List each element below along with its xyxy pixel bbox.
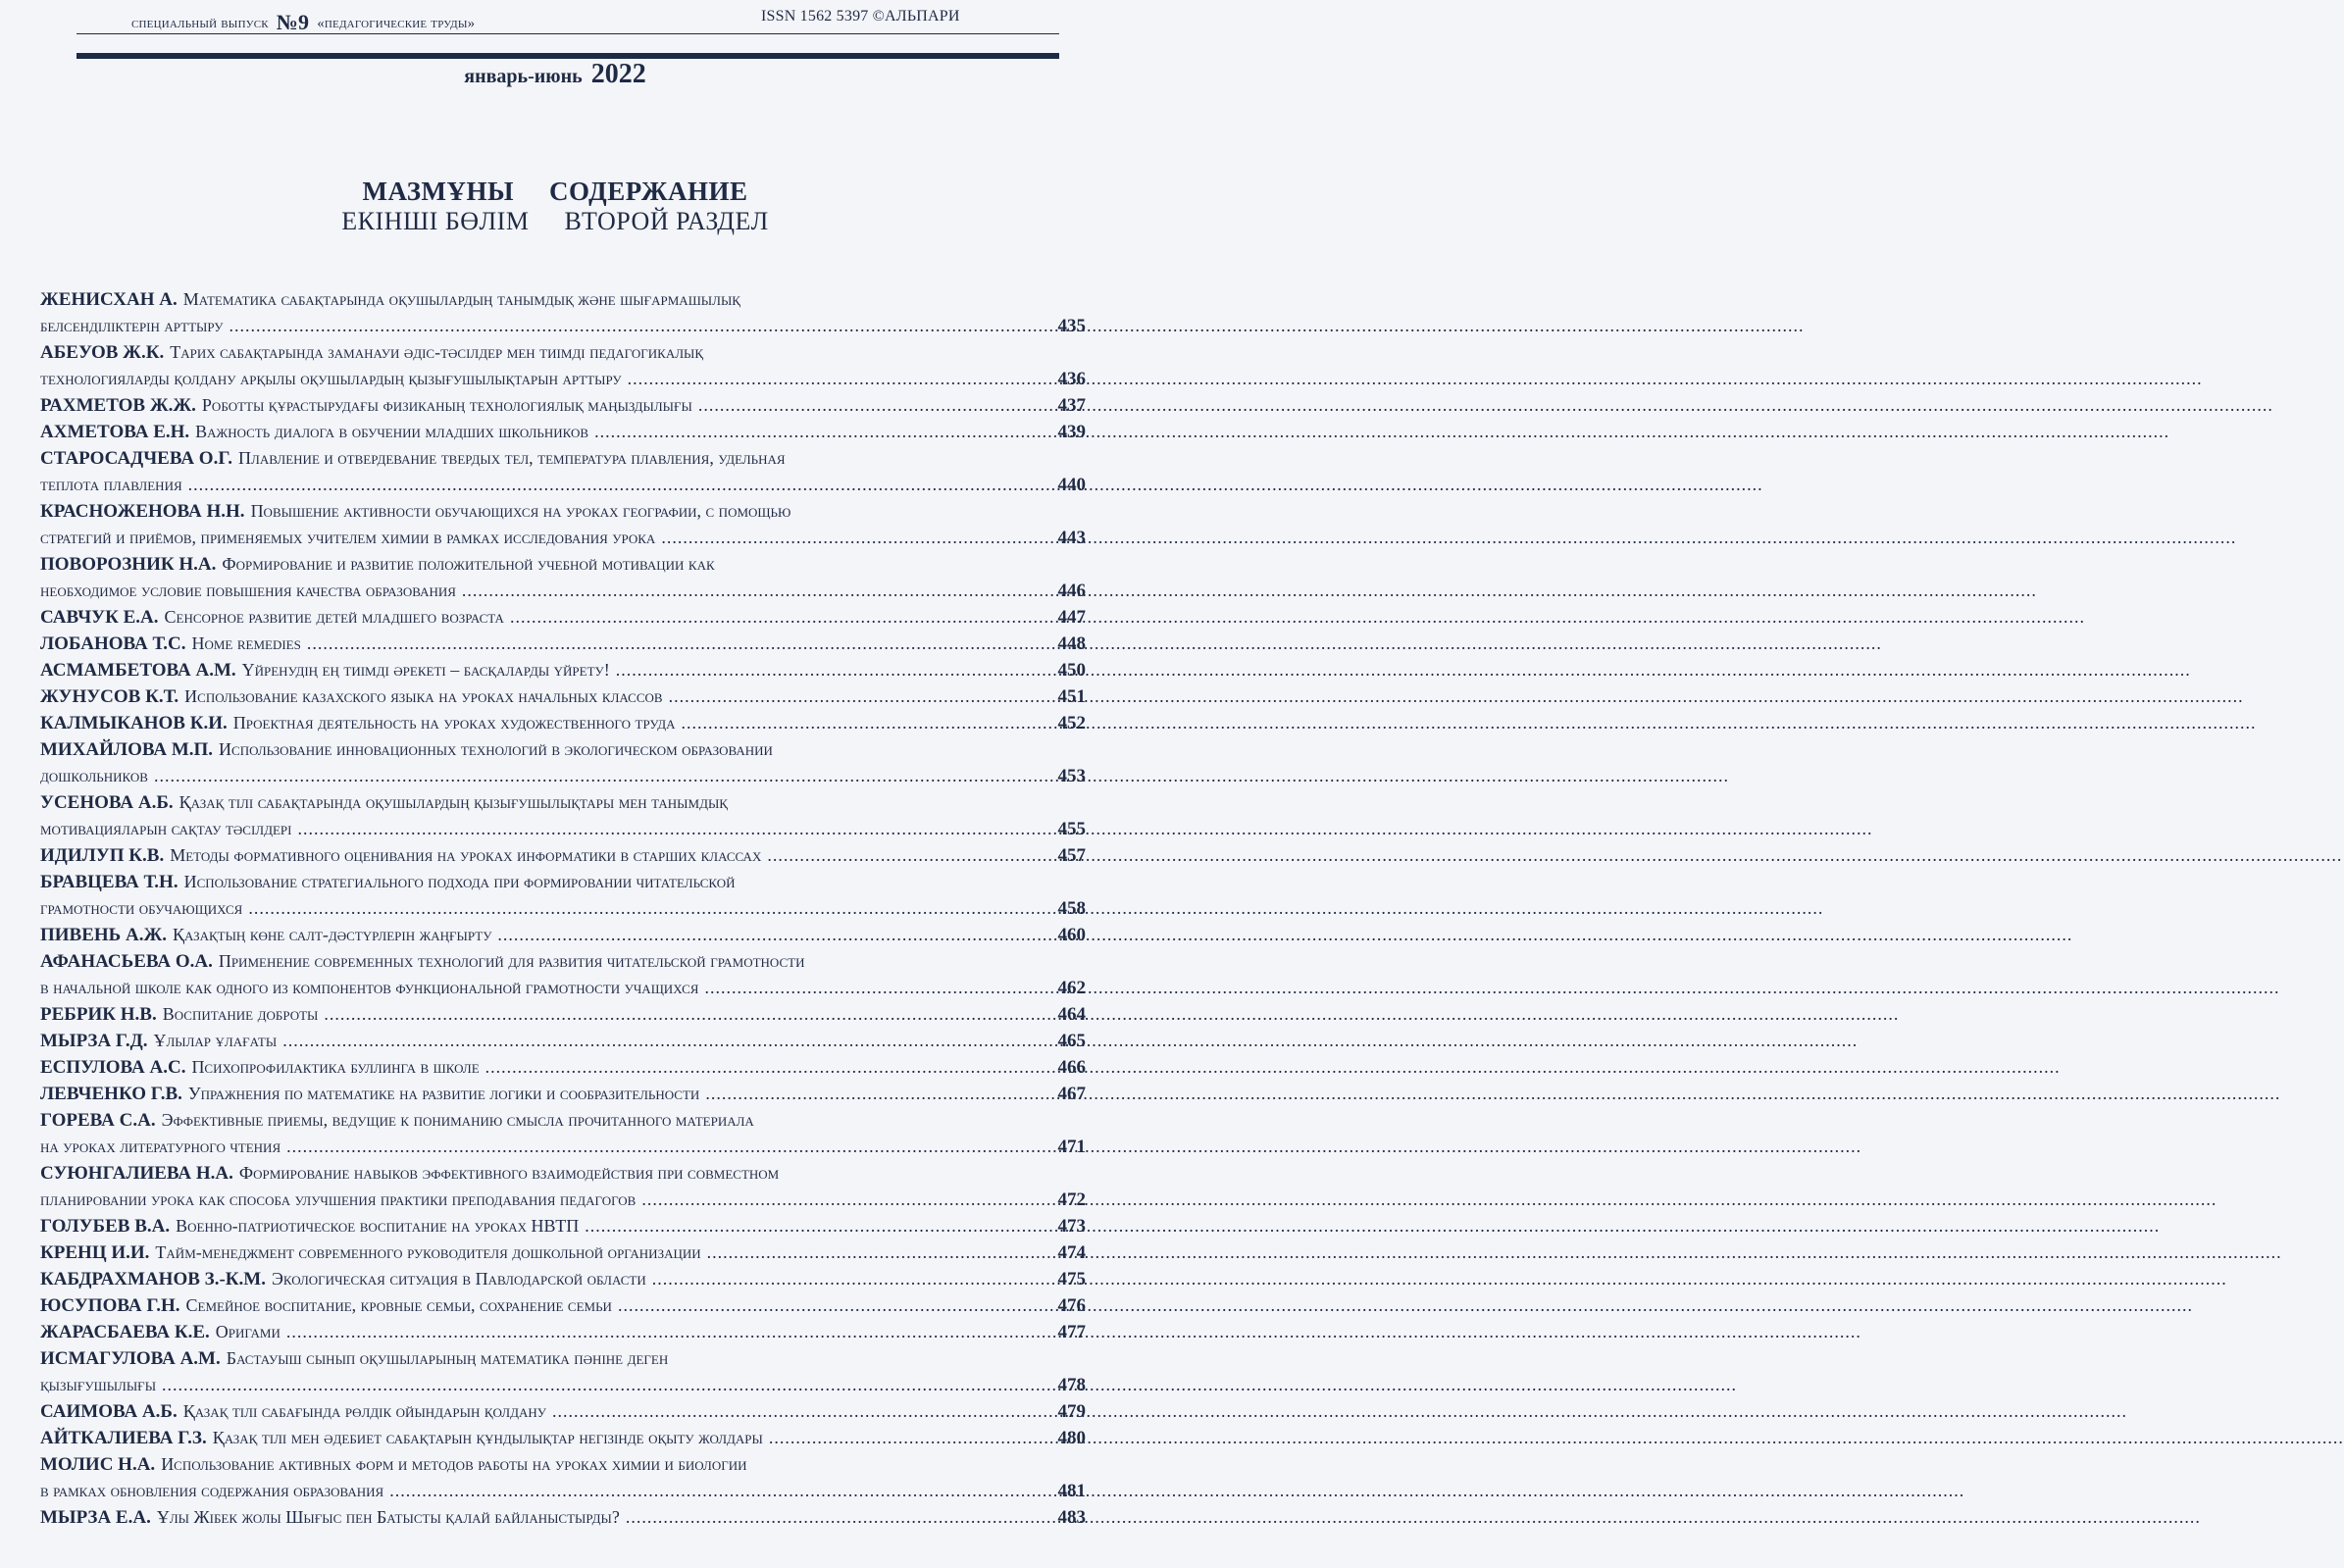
- dot-leader: [669, 683, 1046, 709]
- toc-author: СТАРОСАДЧЕВА О.Г.: [40, 448, 233, 469]
- toc-page-number: 457: [1057, 845, 1086, 866]
- toc-author: ЖУНУСОВ К.Т.: [40, 686, 179, 707]
- toc-entry[interactable]: [40, 286, 1086, 339]
- toc-entry[interactable]: [40, 789, 1086, 842]
- toc-author: СУЮНГАЛИЕВА Н.А.: [40, 1163, 233, 1184]
- toc-title: Формирование навыков эффективного взаимодействия при совместном: [238, 1163, 780, 1183]
- toc-entry-line: [40, 922, 1086, 948]
- dot-leader: [307, 631, 1046, 656]
- toc-page-number: 460: [1057, 925, 1086, 945]
- toc-page-number: 473: [1057, 1216, 1086, 1237]
- toc-page-number: 458: [1057, 898, 1086, 919]
- toc-entry-line: [40, 869, 1086, 895]
- toc-entry[interactable]: [40, 657, 1086, 683]
- toc-entry-line: [40, 1451, 1086, 1478]
- toc-heading: [0, 177, 1110, 236]
- toc-entry-line: [40, 1239, 1086, 1266]
- toc-entry-line: [40, 1187, 1086, 1213]
- toc-entry[interactable]: [40, 1345, 1086, 1398]
- toc-entry[interactable]: [40, 1239, 1086, 1266]
- toc-entry-line: [40, 392, 1086, 419]
- toc-page-number: 439: [1057, 422, 1086, 442]
- toc-entry-line: [40, 525, 1086, 551]
- toc-entry-line: [40, 1001, 1086, 1028]
- dot-leader: [510, 604, 1046, 630]
- toc-author: САИМОВА А.Б.: [40, 1401, 178, 1422]
- toc-title: Плавление и отвердевание твердых тел, температура плавления, удельная: [238, 448, 786, 468]
- toc-page-number: 475: [1057, 1269, 1086, 1290]
- header-journal-info: [131, 8, 475, 33]
- toc-author: РЕБРИК Н.В.: [40, 1004, 157, 1025]
- toc-entry-line: [40, 1081, 1086, 1107]
- toc-entry[interactable]: [40, 1213, 1086, 1239]
- toc-author: АСМАМБЕТОВА А.М.: [40, 660, 236, 681]
- toc-author: РАХМЕТОВ Ж.Ж.: [40, 395, 196, 416]
- issn: ISSN 1562 5397 ©АЛЬПАРИ: [761, 8, 960, 25]
- toc-title: Семейное воспитание, кровные семьи, сохранение семьи: [185, 1295, 612, 1315]
- toc-title: Home remedies: [191, 633, 301, 653]
- toc-page-number: 437: [1057, 395, 1086, 416]
- toc-entry-line: [40, 631, 1086, 657]
- toc-title: Воспитание доброты: [162, 1004, 319, 1024]
- dot-leader: [705, 1081, 1046, 1106]
- toc-title-continued: технологияларды қолдану арқылы оқушылардың қызығушылықтарын арттыру: [40, 369, 622, 388]
- section-title-row: [0, 207, 1110, 236]
- toc-entry[interactable]: [40, 1319, 1086, 1345]
- toc-entry[interactable]: [40, 1292, 1086, 1319]
- toc-title-continued: қызығушылығы: [40, 1375, 157, 1394]
- toc-author: ПОВОРОЗНИК Н.А.: [40, 554, 217, 575]
- dot-leader: [248, 895, 1046, 921]
- dot-leader: [324, 1001, 1046, 1027]
- toc-page-number: 472: [1057, 1189, 1086, 1210]
- issue-date: [0, 59, 1110, 90]
- toc-entry[interactable]: [40, 419, 1086, 445]
- toc-entry-line: [40, 604, 1086, 631]
- toc-title-row: [0, 177, 1110, 207]
- toc-page-number: 483: [1057, 1507, 1086, 1528]
- toc-entry[interactable]: [40, 1001, 1086, 1028]
- toc-entry[interactable]: [40, 922, 1086, 948]
- toc-title-continued: грамотности обучающихся: [40, 898, 243, 918]
- issue-months: январь-июнь: [464, 66, 583, 87]
- toc-author: КРАСНОЖЕНОВА Н.Н.: [40, 501, 245, 522]
- toc-entry[interactable]: [40, 1451, 1086, 1504]
- dot-leader: [652, 1266, 1046, 1291]
- toc-entry-line: [40, 736, 1086, 763]
- toc-author: ПИВЕНЬ А.Ж.: [40, 925, 168, 945]
- toc-author: ГОРЕВА С.А.: [40, 1110, 156, 1131]
- toc-title-continued: теплота плавления: [40, 475, 182, 494]
- toc-entry[interactable]: [40, 1028, 1086, 1054]
- toc-page-number: 435: [1057, 316, 1086, 336]
- toc-entry-line: [40, 445, 1086, 472]
- toc-author: ГОЛУБЕВ В.А.: [40, 1216, 171, 1237]
- toc-entry[interactable]: [40, 736, 1086, 789]
- toc-author: УСЕНОВА А.Б.: [40, 792, 174, 813]
- dot-leader: [485, 1054, 1046, 1080]
- toc-page-number: 466: [1057, 1057, 1086, 1078]
- toc-entry[interactable]: [40, 498, 1086, 551]
- toc-page-number: 440: [1057, 475, 1086, 495]
- dot-leader: [162, 1372, 1046, 1397]
- dot-leader: [188, 472, 1046, 497]
- toc-page-number: 474: [1057, 1242, 1086, 1263]
- toc-author: САВЧУК Е.А.: [40, 607, 159, 628]
- dot-leader: [661, 525, 1046, 550]
- toc-title: Применение современных технологий для развития читательской грамотности: [218, 951, 805, 971]
- toc-title: Математика сабақтарында оқушылардың танымдық және шығармашылық: [182, 289, 740, 309]
- toc-entry-line: [40, 657, 1086, 683]
- toc-entry[interactable]: [40, 842, 1086, 869]
- dot-leader: [641, 1187, 1046, 1212]
- toc-entry-line: [40, 1425, 1086, 1451]
- toc-entry-line: [40, 763, 1086, 789]
- toc-entry[interactable]: [40, 869, 1086, 922]
- toc-page-number: 450: [1057, 660, 1086, 681]
- toc-entry-line: [40, 551, 1086, 578]
- toc-title: Роботты құрастырудағы физиканың технологиялық маңыздылығы: [201, 395, 692, 415]
- dot-leader: [297, 816, 1046, 841]
- toc-title: Использование стратегиального подхода при формировании читательской: [183, 872, 736, 891]
- toc-author: ЛОБАНОВА Т.С.: [40, 633, 186, 654]
- toc-page-number: 451: [1057, 686, 1086, 707]
- toc-title: Қазақ тілі мен әдебиет сабақтарын құндылықтар негізінде оқыту жолдары: [212, 1428, 763, 1447]
- toc-entry[interactable]: [40, 604, 1086, 631]
- toc-author: АБЕУОВ Ж.К.: [40, 342, 165, 363]
- toc-entry-line: [40, 1372, 1086, 1398]
- issue-year: 2022: [590, 59, 646, 89]
- dot-leader: [462, 578, 1046, 603]
- toc-page-number: 481: [1057, 1481, 1086, 1501]
- toc-entry-line: [40, 1292, 1086, 1319]
- toc-entry[interactable]: [40, 1266, 1086, 1292]
- toc-title: Повышение активности обучающихся на уроках географии, с помощью: [250, 501, 791, 521]
- toc-entry-line: [40, 1107, 1086, 1134]
- dot-leader: [594, 419, 1046, 444]
- toc-entry[interactable]: [40, 683, 1086, 710]
- dot-leader: [707, 1239, 1046, 1265]
- toc-entry[interactable]: [40, 1398, 1086, 1425]
- toc-page-number: 464: [1057, 1004, 1086, 1025]
- table-of-contents: [40, 286, 1086, 1531]
- toc-page-number: 478: [1057, 1375, 1086, 1395]
- toc-page-number: 467: [1057, 1084, 1086, 1104]
- toc-page-number: 465: [1057, 1031, 1086, 1051]
- header-rule-thin: [76, 33, 1059, 34]
- toc-entry-line: [40, 1478, 1086, 1504]
- toc-title: Использование инновационных технологий в экологическом образовании: [219, 739, 773, 759]
- toc-entry-line: [40, 1134, 1086, 1160]
- toc-entry-line: [40, 948, 1086, 975]
- journal-name: «педагогические труды»: [317, 16, 476, 31]
- toc-title: Бастауыш сынып оқушыларының математика пәніне деген: [226, 1348, 669, 1368]
- toc-title: Ұлы Жібек жолы Шығыс пен Батысты қалай байланыстырды?: [156, 1507, 620, 1527]
- dot-leader: [628, 366, 1046, 391]
- dot-leader: [616, 657, 1046, 683]
- toc-entry-line: [40, 1160, 1086, 1187]
- toc-title: Қазақтың көне салт-дәстүрлерін жаңғырту: [173, 925, 492, 944]
- toc-entry[interactable]: [40, 948, 1086, 1001]
- toc-title: Ұлылар ұлағаты: [153, 1031, 278, 1050]
- toc-entry-line: [40, 1345, 1086, 1372]
- toc-author: ЮСУПОВА Г.Н.: [40, 1295, 180, 1316]
- toc-entry[interactable]: [40, 1160, 1086, 1213]
- toc-author: ЖАРАСБАЕВА К.Е.: [40, 1322, 210, 1342]
- toc-page-number: 447: [1057, 607, 1086, 628]
- dot-leader: [626, 1504, 1046, 1530]
- dot-leader: [286, 1134, 1046, 1159]
- toc-title: Үйренудің ең тиімді әрекеті – басқаларды үйрету!: [241, 660, 610, 680]
- toc-entry-line: [40, 895, 1086, 922]
- toc-entry[interactable]: [40, 1107, 1086, 1160]
- toc-author: ЛЕВЧЕНКО Г.В.: [40, 1084, 182, 1104]
- toc-entry[interactable]: [40, 1054, 1086, 1081]
- toc-title: Эффективные приемы, ведущие к пониманию смысла прочитанного материала: [161, 1110, 754, 1130]
- toc-author: МИХАЙЛОВА М.П.: [40, 739, 214, 760]
- dot-leader: [618, 1292, 1046, 1318]
- toc-entry-line: [40, 1319, 1086, 1345]
- dot-leader: [767, 842, 1046, 868]
- toc-entry-line: [40, 1266, 1086, 1292]
- toc-title: Формирование и развитие положительной учебной мотивации как: [222, 554, 715, 574]
- toc-entry[interactable]: [40, 710, 1086, 736]
- toc-entry[interactable]: [40, 445, 1086, 498]
- toc-title-continued: белсенділіктерін арттыру: [40, 316, 224, 335]
- toc-author: МОЛИС Н.А.: [40, 1454, 156, 1475]
- toc-entry-line: [40, 1028, 1086, 1054]
- toc-page-number: 455: [1057, 819, 1086, 839]
- toc-entry[interactable]: [40, 1504, 1086, 1531]
- toc-page-number: 471: [1057, 1137, 1086, 1157]
- dot-leader: [154, 763, 1046, 788]
- toc-entry-line: [40, 286, 1086, 313]
- toc-entry[interactable]: [40, 631, 1086, 657]
- toc-entry-line: [40, 842, 1086, 869]
- rus-section: ВТОРОЙ РАЗДЕЛ: [564, 207, 769, 235]
- kaz-title: МАЗМҰНЫ: [362, 177, 515, 206]
- toc-entry-line: [40, 683, 1086, 710]
- toc-title: Проектная деятельность на уроках художественного труда: [232, 713, 676, 733]
- toc-author: ЕСПУЛОВА А.С.: [40, 1057, 186, 1078]
- toc-title: Использование казахского языка на уроках начальных классов: [184, 686, 663, 706]
- toc-entry[interactable]: [40, 551, 1086, 604]
- toc-title: Психопрофилактика буллинга в школе: [191, 1057, 480, 1077]
- dot-leader: [286, 1319, 1046, 1344]
- toc-author: АЙТКАЛИЕВА Г.З.: [40, 1428, 207, 1448]
- toc-title: Упражнения по математике на развитие логики и сообразительности: [187, 1084, 700, 1103]
- toc-entry-line: [40, 419, 1086, 445]
- toc-page-number: 480: [1057, 1428, 1086, 1448]
- toc-author: ИСМАГУЛОВА А.М.: [40, 1348, 221, 1369]
- toc-entry-line: [40, 498, 1086, 525]
- toc-entry-line: [40, 313, 1086, 339]
- toc-title: Использование активных форм и методов работы на уроках химии и биологии: [161, 1454, 747, 1474]
- toc-title-continued: планировании урока как способа улучшения практики преподавания педагогов: [40, 1189, 637, 1209]
- toc-entry-line: [40, 472, 1086, 498]
- toc-title: Қазақ тілі сабағында рөлдік ойындарын қолдану: [182, 1401, 546, 1421]
- toc-page-number: 443: [1057, 528, 1086, 548]
- toc-author: ЖЕНИСХАН А.: [40, 289, 178, 310]
- rus-title: СОДЕРЖАНИЕ: [549, 177, 748, 206]
- toc-author: КРЕНЦ И.И.: [40, 1242, 150, 1263]
- toc-title: Сенсорное развитие детей младшего возраста: [164, 607, 504, 627]
- toc-entry[interactable]: [40, 1425, 1086, 1451]
- toc-author: КАЛМЫКАНОВ К.И.: [40, 713, 228, 733]
- toc-entry-line: [40, 710, 1086, 736]
- toc-entry-line: [40, 1398, 1086, 1425]
- toc-title-continued: на уроках литературного чтения: [40, 1137, 281, 1156]
- toc-page-number: 477: [1057, 1322, 1086, 1342]
- toc-title-continued: в начальной школе как одного из компонентов функциональной грамотности учащихся: [40, 978, 699, 997]
- toc-entry-line: [40, 339, 1086, 366]
- header-prefix: специальный выпуск: [131, 16, 269, 31]
- toc-title: Методы формативного оценивания на уроках информатики в старших классах: [170, 845, 762, 865]
- toc-author: АХМЕТОВА Е.Н.: [40, 422, 190, 442]
- toc-entry-line: [40, 789, 1086, 816]
- toc-entry-line: [40, 1504, 1086, 1531]
- toc-author: МЫРЗА Г.Д.: [40, 1031, 148, 1051]
- toc-title: Военно-патриотическое воспитание на уроках НВТП: [176, 1216, 580, 1236]
- dot-leader: [682, 710, 1046, 735]
- toc-author: МЫРЗА Е.А.: [40, 1507, 151, 1528]
- toc-entry-line: [40, 816, 1086, 842]
- toc-page-number: 479: [1057, 1401, 1086, 1422]
- dot-leader: [389, 1478, 1046, 1503]
- toc-entry-line: [40, 1054, 1086, 1081]
- toc-entry-line: [40, 366, 1086, 392]
- dot-leader: [704, 975, 1046, 1000]
- dot-leader: [769, 1425, 1046, 1450]
- toc-page-number: 452: [1057, 713, 1086, 733]
- dot-leader: [229, 313, 1047, 338]
- dot-leader: [585, 1213, 1046, 1239]
- toc-page-number: 476: [1057, 1295, 1086, 1316]
- toc-author: БРАВЦЕВА Т.Н.: [40, 872, 178, 892]
- toc-title-continued: мотивацияларын сақтау тәсілдері: [40, 819, 292, 838]
- toc-page-number: 446: [1057, 581, 1086, 601]
- toc-entry[interactable]: [40, 1081, 1086, 1107]
- toc-title: Оригами: [215, 1322, 280, 1341]
- toc-entry-line: [40, 1213, 1086, 1239]
- toc-title-continued: необходимое условие повышения качества образования: [40, 581, 456, 600]
- kaz-section: ЕКІНШІ БӨЛІМ: [341, 207, 530, 235]
- toc-title: Қазақ тілі сабақтарында оқушылардың қызығушылықтары мен танымдық: [178, 792, 728, 812]
- issue-number: №9: [276, 10, 310, 34]
- toc-author: АФАНАСЬЕВА О.А.: [40, 951, 213, 972]
- toc-title: Тарих сабақтарында заманауи әдіс-тәсілдер мен тиімді педагогикалық: [170, 342, 704, 362]
- toc-author: ИДИЛУП К.В.: [40, 845, 165, 866]
- toc-title: Тайм-менеджмент современного руководителя дошкольной организации: [155, 1242, 701, 1262]
- toc-title-continued: стратегий и приёмов, применяемых учителем химии в рамках исследования урока: [40, 528, 656, 547]
- toc-entry-line: [40, 578, 1086, 604]
- toc-title: Экологическая ситуация в Павлодарской области: [271, 1269, 646, 1289]
- toc-title-continued: дошкольников: [40, 766, 148, 785]
- dot-leader: [552, 1398, 1046, 1424]
- dot-leader: [282, 1028, 1046, 1053]
- toc-page-number: 453: [1057, 766, 1086, 786]
- dot-leader: [698, 392, 1046, 418]
- toc-author: КАБДРАХМАНОВ З.-К.М.: [40, 1269, 266, 1290]
- toc-page-number: 436: [1057, 369, 1086, 389]
- toc-page-number: 448: [1057, 633, 1086, 654]
- toc-title: Важность диалога в обучении младших школьников: [195, 422, 589, 441]
- toc-title-continued: в рамках обновления содержания образования: [40, 1481, 384, 1500]
- toc-page-number: 462: [1057, 978, 1086, 998]
- toc-entry[interactable]: [40, 392, 1086, 419]
- running-header: [0, 4, 1110, 34]
- toc-entry[interactable]: [40, 339, 1086, 392]
- dot-leader: [497, 922, 1046, 947]
- toc-entry-line: [40, 975, 1086, 1001]
